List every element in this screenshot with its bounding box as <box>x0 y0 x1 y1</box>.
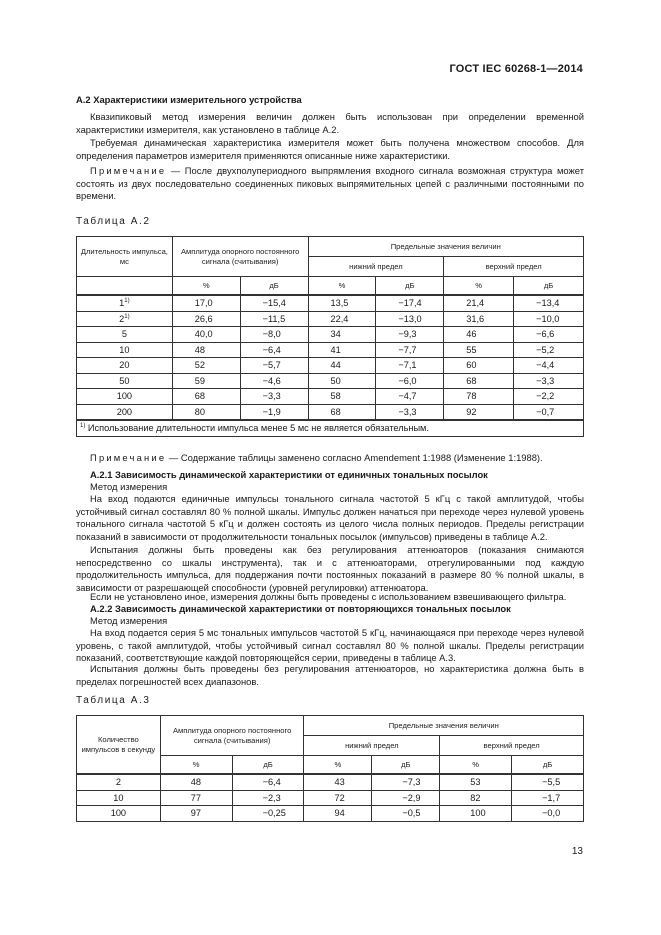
section-a2-paragraph-1: Квазипиковый метод измерения величин должен быть использован при определении временной характеристики измерителя, как установлено в таблице А.2. <box>76 111 584 135</box>
unit-percent: % <box>304 756 372 775</box>
duration-cell: 5 <box>77 327 173 343</box>
table-cell: 55 <box>444 342 514 358</box>
table-row <box>77 404 584 420</box>
table-cell: −5,7 <box>240 358 308 374</box>
table-cell: 50 <box>308 373 376 389</box>
section-a21-method: Метод измерения <box>90 481 168 492</box>
table-cell: 44 <box>308 358 376 374</box>
table-cell: −1,9 <box>240 404 308 420</box>
page-number: 13 <box>571 846 583 857</box>
table-cell: 31,6 <box>444 311 514 327</box>
column-header-limits: Предельные значения величин <box>308 237 583 257</box>
table-row <box>77 790 584 806</box>
table-cell: −3,3 <box>376 404 444 420</box>
table-cell: 48 <box>160 774 232 790</box>
unit-percent: % <box>172 277 240 296</box>
unit-db: дБ <box>372 756 440 775</box>
table-cell: −5,2 <box>514 342 584 358</box>
table-a2-title: Таблица А.2 <box>76 216 151 227</box>
table-cell: −6,4 <box>240 342 308 358</box>
section-a21-paragraph-1: На вход подаются единичные импульсы тонального сигнала частотой 5 кГц с такой амплитудой, чтобы устойчивый сигнал составлял 80 % полной шкалы. Импульс должен начаться при переходе через нулевой уровень тонального сигнала частотой 5 кГц и должен состоять из целого числа полных периодов. Пределы регистрации показаний в зависимости от продолжительности тональных посылок (импульсов) приведены в таблице А.2. <box>76 493 584 542</box>
column-header-limits: Предельные значения величин <box>304 716 584 736</box>
unit-percent: % <box>444 277 514 296</box>
table-cell: 43 <box>304 774 372 790</box>
table-cell: −6,4 <box>232 774 304 790</box>
table-a3 <box>76 715 584 822</box>
duration-cell: 200 <box>77 404 173 420</box>
table-cell: −0,5 <box>372 806 440 822</box>
table-row <box>77 774 584 790</box>
table-cell: −15,4 <box>240 295 308 311</box>
table-cell: −11,5 <box>240 311 308 327</box>
duration-cell: 2$^{1)}$ <box>77 311 173 327</box>
table-cell: 40,0 <box>172 327 240 343</box>
table-cell: 68 <box>172 389 240 405</box>
column-header-amplitude: Амплитуда опорного постоянного сигнала (считывания) <box>172 237 308 277</box>
note-label: Примечание <box>90 165 167 176</box>
table-cell: −8,0 <box>240 327 308 343</box>
table-cell: −6,0 <box>376 373 444 389</box>
table-row <box>77 295 584 311</box>
unit-percent: % <box>160 756 232 775</box>
unit-percent: % <box>308 277 376 296</box>
table-cell: −1,7 <box>512 790 584 806</box>
table-cell: 17,0 <box>172 295 240 311</box>
table-row <box>77 358 584 374</box>
note-text: — После двухполупериодного выпрямления входного сигнала возможная структура может состоять из двух последовательно соединенных пиковых выпрямительных цепей с различными постоянными по времени. <box>76 165 584 202</box>
duration-cell: 100 <box>77 389 173 405</box>
column-header-upper: верхний предел <box>440 736 584 756</box>
unit-db: дБ <box>514 277 584 296</box>
unit-db: дБ <box>376 277 444 296</box>
note-text: — Содержание таблицы заменено согласно Amendement 1:1988 (Изменение 1:1988). <box>166 452 543 463</box>
note-label: Примечание <box>90 452 167 463</box>
section-a21-paragraph-3: Если не установлено иное, измерения должны быть проведены с использованием взвешивающего фильтра. <box>90 591 567 602</box>
table-cell: 48 <box>172 342 240 358</box>
table-row <box>77 342 584 358</box>
table-cell: −4,4 <box>514 358 584 374</box>
table-cell: 52 <box>172 358 240 374</box>
duration-cell: 1$^{1)}$ <box>77 295 173 311</box>
table-cell: 77 <box>160 790 232 806</box>
count-cell: 10 <box>77 790 161 806</box>
table-cell: 34 <box>308 327 376 343</box>
table-a2 <box>76 236 584 437</box>
table-cell: 58 <box>308 389 376 405</box>
table-cell: 68 <box>444 373 514 389</box>
table-cell: 13,5 <box>308 295 376 311</box>
table-cell: 97 <box>160 806 232 822</box>
section-a2-heading: А.2 Характеристики измерительного устройства <box>76 94 302 105</box>
table-row <box>77 327 584 343</box>
table-cell: −4,7 <box>376 389 444 405</box>
unit-db: дБ <box>512 756 584 775</box>
section-a22-heading: А.2.2 Зависимость динамической характеристики от повторяющихся тональных посылок <box>90 603 511 614</box>
table-cell: −3,3 <box>240 389 308 405</box>
table-row <box>77 806 584 822</box>
column-header-lower: нижний предел <box>304 736 440 756</box>
table-cell: 26,6 <box>172 311 240 327</box>
section-a22-paragraph-1: На вход подается серия 5 мс тональных импульсов частотой 5 кГц, начинающаяся при переходе через нулевой уровень, с такой амплитудой, чтобы устойчивый сигнал составлял 80 % полной шкалы. Пределы регистрации показаний, соответствующие каждой повторяющейся серии, приведены в таблице А.3. <box>76 627 584 664</box>
table-cell: −0,0 <box>512 806 584 822</box>
column-header-amplitude: Амплитуда опорного постоянного сигнала (считывания) <box>160 716 304 756</box>
table-cell: 100 <box>440 806 512 822</box>
table-a2-note <box>76 452 584 465</box>
table-cell: −5,5 <box>512 774 584 790</box>
table-cell: −7,1 <box>376 358 444 374</box>
duration-cell: 20 <box>77 358 173 374</box>
column-header-duration: Длительность импульса, мс <box>77 237 173 277</box>
section-a2-note <box>76 165 584 203</box>
table-cell: 68 <box>308 404 376 420</box>
table-cell: −0,25 <box>232 806 304 822</box>
section-a21-heading: А.2.1 Зависимость динамической характеристики от единичных тональных посылок <box>90 469 488 480</box>
unit-db: дБ <box>240 277 308 296</box>
table-cell: 53 <box>440 774 512 790</box>
table-cell: −0,7 <box>514 404 584 420</box>
table-cell: 72 <box>304 790 372 806</box>
table-a3-title: Таблица А.3 <box>76 695 151 706</box>
table-cell: 46 <box>444 327 514 343</box>
table-cell: −7,7 <box>376 342 444 358</box>
column-header-count: Количество импульсов в секунду <box>77 716 161 775</box>
table-cell: −2,9 <box>372 790 440 806</box>
table-cell: 92 <box>444 404 514 420</box>
section-a22-paragraph-2: Испытания должны быть проведены без регулирования аттенюаторов, но характеристика должна быть в пределах погрешностей всех диапазонов. <box>76 663 584 687</box>
table-cell: −2,2 <box>514 389 584 405</box>
table-cell: −13,4 <box>514 295 584 311</box>
table-cell: −6,6 <box>514 327 584 343</box>
table-cell: 80 <box>172 404 240 420</box>
count-cell: 2 <box>77 774 161 790</box>
section-a22-method: Метод измерения <box>90 615 168 626</box>
table-cell: 78 <box>444 389 514 405</box>
table-row <box>77 389 584 405</box>
unit-db: дБ <box>232 756 304 775</box>
table-cell: 21,4 <box>444 295 514 311</box>
standard-code: ГОСТ IEC 60268-1—2014 <box>449 63 583 75</box>
table-cell: −3,3 <box>514 373 584 389</box>
table-cell: −2,3 <box>232 790 304 806</box>
table-cell: −13,0 <box>376 311 444 327</box>
unit-percent: % <box>440 756 512 775</box>
duration-cell: 10 <box>77 342 173 358</box>
table-cell: −7,3 <box>372 774 440 790</box>
column-header-lower: нижний предел <box>308 257 444 277</box>
table-cell: 59 <box>172 373 240 389</box>
table-cell: 94 <box>304 806 372 822</box>
duration-cell: 50 <box>77 373 173 389</box>
table-cell: −9,3 <box>376 327 444 343</box>
section-a2-paragraph-2: Требуемая динамическая характеристика измерителя может быть получена множеством способов. Для определения параметров измерителя применяются описанные ниже характеристики. <box>76 137 584 161</box>
table-a2-footnote: $^{1)}$ Использование длительности импульса менее 5 мс не является обязательным. <box>77 420 584 436</box>
table-cell: −10,0 <box>514 311 584 327</box>
section-a21-paragraph-2: Испытания должны быть проведены как без регулирования аттенюаторов (показания снимаются непосредственно со шкалы инструмента), так и с аттенюаторами, отрегулированными под каждую продолжительность импульса, для поддержания почти постоянных показаний в размере 80 % полной шкалы, в зависимости от разрешающей способности (уровней регулировки) аттенюатора. <box>76 544 584 593</box>
table-row <box>77 373 584 389</box>
table-row <box>77 311 584 327</box>
table-cell: 22,4 <box>308 311 376 327</box>
table-cell: 82 <box>440 790 512 806</box>
table-cell: −17,4 <box>376 295 444 311</box>
table-cell: 60 <box>444 358 514 374</box>
column-header-upper: верхний предел <box>444 257 584 277</box>
table-cell: −4,6 <box>240 373 308 389</box>
count-cell: 100 <box>77 806 161 822</box>
table-cell: 41 <box>308 342 376 358</box>
